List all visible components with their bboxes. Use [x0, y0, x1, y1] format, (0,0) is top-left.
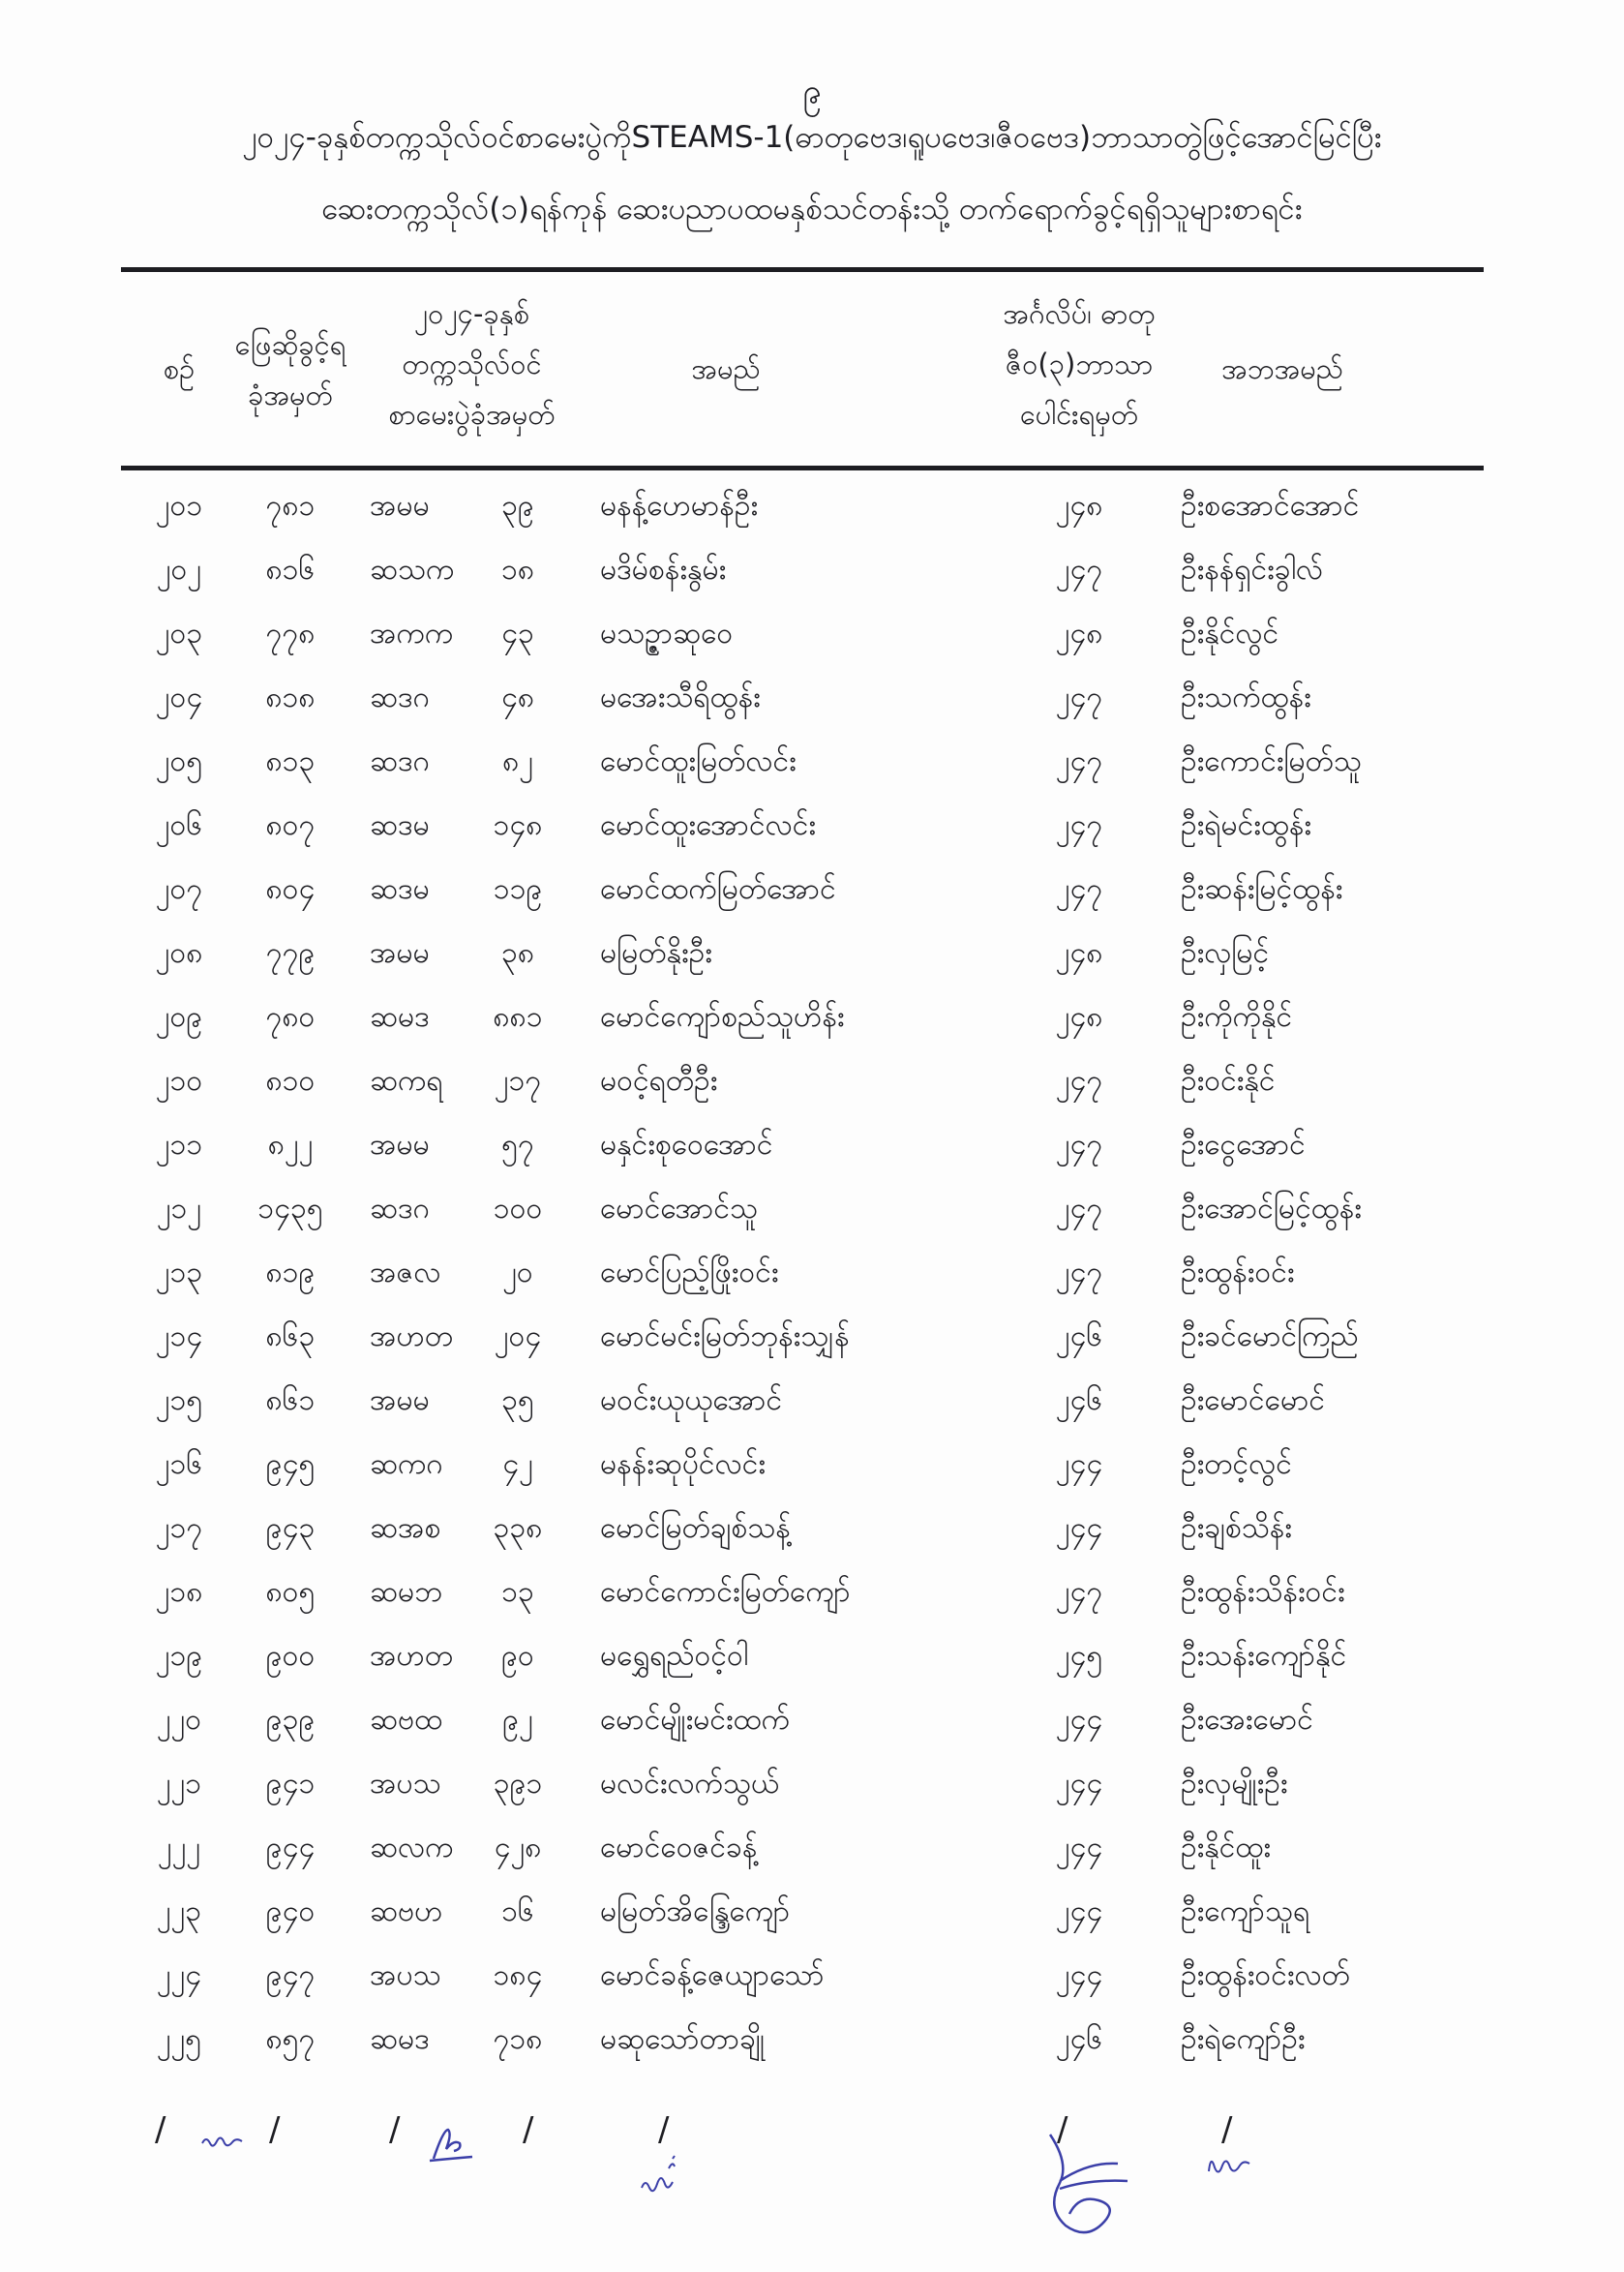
cell-father-name: ဦးခင်မောင်ကြည် — [1181, 1319, 1359, 1353]
cell-exam-code: အပသ — [370, 1958, 441, 1992]
cell-serial: ၂၀၉ — [155, 1000, 203, 1034]
cell-name: မောင်ထက်မြတ်အောင် — [600, 872, 836, 906]
cell-roll: ၈၂၂ — [267, 1128, 314, 1162]
cell-father-name: ဦးငွေအောင် — [1181, 1128, 1306, 1162]
cell-roll: ၈၆၁ — [265, 1383, 316, 1417]
cell-exam-number: ၉၂ — [502, 1703, 533, 1737]
cell-roll: ၇၇၈ — [265, 617, 316, 651]
cell-name: မရွှေရည်ဝင့်ဝါ — [600, 1639, 748, 1673]
cell-exam-number: ၈၂ — [502, 744, 533, 778]
cell-marks: ၂၄၄ — [1055, 1958, 1103, 1992]
table-top-rule — [121, 267, 1484, 272]
cell-roll: ၉၄၁ — [265, 1767, 316, 1801]
table-row — [0, 1752, 1624, 1816]
cell-name: မဝင်းယုယုအောင် — [600, 1383, 783, 1417]
cell-serial: ၂၁၉ — [155, 1639, 203, 1673]
cell-exam-code: ဆအစ — [370, 1511, 441, 1545]
cell-marks: ၂၄၄ — [1055, 1703, 1103, 1737]
tick-mark: / — [269, 2110, 281, 2149]
cell-roll: ၈၀၅ — [265, 1575, 316, 1609]
cell-serial: ၂၀၁ — [155, 489, 203, 523]
cell-marks: ၂၄၇ — [1055, 1128, 1103, 1162]
cell-serial: ၂၁၁ — [155, 1128, 203, 1162]
cell-name: မမြတ်အိန္ဒြေကျော် — [600, 1894, 791, 1928]
cell-name: မောင်မြတ်ချစ်သန့် — [600, 1511, 791, 1545]
cell-roll: ၉၄၀ — [265, 1894, 316, 1928]
cell-roll: ၇၈၀ — [265, 1000, 316, 1034]
cell-father-name: ဦးစအောင်အောင် — [1181, 489, 1360, 523]
cell-marks: ၂၄၄ — [1055, 1511, 1103, 1545]
cell-serial: ၂၁၆ — [155, 1447, 203, 1481]
cell-exam-code: ဆဒဂ — [370, 1192, 430, 1226]
cell-exam-code: အဇလ — [370, 1256, 441, 1289]
cell-marks: ၂၄၆ — [1055, 1383, 1103, 1417]
cell-exam-code: ဆမဒ — [370, 2022, 430, 2056]
cell-exam-number: ၁၁၉ — [493, 872, 543, 906]
header-serial: စဉ် — [163, 352, 195, 385]
cell-exam-code: အမမ — [370, 1128, 430, 1162]
table-row — [0, 1049, 1624, 1113]
cell-father-name: ဦးနိုင်ထူး — [1181, 1831, 1272, 1864]
signature-initial-4 — [1205, 2144, 1263, 2183]
cell-name: မနှင်းစုဝေအောင် — [600, 1128, 773, 1162]
cell-serial: ၂၁၇ — [155, 1511, 203, 1545]
cell-father-name: ဦးကျော်သူရ — [1181, 1894, 1310, 1928]
cell-roll: ၉၄၃ — [265, 1511, 316, 1545]
cell-father-name: ဦးချစ်သိန်း — [1181, 1511, 1292, 1545]
cell-marks: ၂၄၇ — [1055, 1192, 1103, 1226]
cell-father-name: ဦးမောင်မောင် — [1181, 1383, 1326, 1417]
cell-father-name: ဦးနိုင်လွင် — [1181, 617, 1279, 651]
table-row — [0, 2008, 1624, 2072]
cell-exam-number: ၂၀၄ — [494, 1319, 542, 1353]
cell-exam-number: ၃၈ — [500, 936, 534, 970]
cell-exam-number: ၃၉ — [501, 489, 534, 523]
cell-father-name: ဦးရဲကျော်ဦး — [1181, 2022, 1306, 2056]
table-row — [0, 730, 1624, 794]
title-line-1: ၂၀၂၄-ခုနှစ်တက္ကသိုလ်ဝင်စာမေးပွဲကိုSTEAMS-1(ဓာတုဗေဒ၊ရူပဗေဒ၊ဇီဝဗေဒ)ဘာသာတွဲဖြင့်အောင်မြင်ပြီး — [242, 120, 1382, 155]
cell-name: မသဉ္ဇာဆုဝေ — [600, 617, 734, 651]
cell-roll: ၇၇၉ — [265, 936, 316, 970]
cell-name: မအေးသီရိထွန်း — [600, 681, 761, 714]
table-row — [0, 1624, 1624, 1688]
header-father-name: အဘအမည် — [1221, 352, 1343, 385]
cell-father-name: ဦးနန်ရှင်းခွါလ် — [1181, 553, 1323, 587]
cell-serial: ၂၀၇ — [155, 872, 203, 906]
cell-father-name: ဦးလှမျိုးဦး — [1181, 1767, 1288, 1801]
header-name: အမည် — [691, 352, 761, 385]
cell-exam-number: ၁၀၀ — [493, 1192, 543, 1226]
cell-exam-code: ဆဗထ — [370, 1703, 443, 1737]
cell-marks: ၂၄၇ — [1055, 553, 1103, 587]
cell-father-name: ဦးထွန်းဝင်း — [1181, 1256, 1295, 1289]
cell-name: မောင်ထူးမြတ်လင်း — [600, 744, 797, 778]
cell-exam-code: ဆကရ — [370, 1064, 443, 1098]
cell-name: မနန်းဆုပိုင်လင်း — [600, 1447, 766, 1481]
cell-exam-number: ၃၅ — [501, 1383, 534, 1417]
cell-exam-code: ဆကဂ — [370, 1447, 443, 1481]
cell-serial: ၂၀၃ — [155, 617, 203, 651]
cell-father-name: ဦးဝင်းနိုင် — [1181, 1064, 1276, 1098]
cell-serial: ၂၁၂ — [156, 1192, 202, 1226]
table-row — [0, 858, 1624, 922]
cell-serial: ၂၀၅ — [155, 744, 203, 778]
table-row — [0, 1369, 1624, 1433]
cell-marks: ၂၄၈ — [1055, 489, 1103, 523]
signature-initial-2 — [424, 2120, 482, 2168]
cell-exam-number: ၄၂၈ — [494, 1831, 542, 1864]
cell-exam-number: ၁၆ — [501, 1894, 534, 1928]
cell-roll: ၉၄၇ — [265, 1958, 316, 1992]
cell-roll: ၉၄၄ — [265, 1831, 316, 1864]
cell-name: မဒိမ်စန်းနွမ်း — [600, 553, 727, 587]
cell-marks: ၂၄၇ — [1055, 1064, 1103, 1098]
cell-marks: ၂၄၄ — [1055, 1447, 1103, 1481]
cell-exam-number: ၄၂ — [502, 1447, 533, 1481]
cell-marks: ၂၄၄ — [1055, 1831, 1103, 1864]
cell-name: မဝင့်ရတီဦး — [600, 1064, 718, 1098]
cell-roll: ၈၁၉ — [265, 1256, 316, 1289]
cell-marks: ၂၄၆ — [1055, 2022, 1103, 2056]
cell-roll: ၉၄၅ — [265, 1447, 316, 1481]
cell-exam-code: အဟတ — [370, 1319, 454, 1353]
cell-serial: ၂၂၄ — [156, 1958, 202, 1992]
cell-exam-code: အကက — [370, 617, 454, 651]
cell-marks: ၂၄၈ — [1055, 617, 1103, 651]
cell-father-name: ဦးကိုကိုနိုင် — [1181, 1000, 1293, 1034]
cell-exam-number: ၁၈၄ — [493, 1958, 543, 1992]
cell-father-name: ဦးအောင်မြင့်ထွန်း — [1181, 1192, 1362, 1226]
tick-mark: / — [1057, 2110, 1068, 2149]
cell-serial: ၂၁၅ — [155, 1383, 203, 1417]
cell-roll: ၁၄၃၅ — [257, 1192, 323, 1226]
cell-exam-code: ဆသက — [370, 553, 455, 587]
cell-exam-code: အမမ — [370, 936, 430, 970]
tick-mark: / — [658, 2110, 670, 2149]
cell-name: မောင်အောင်သူ — [600, 1192, 759, 1226]
cell-exam-code: ဆဒဂ — [370, 681, 430, 714]
cell-roll: ၈၆၃ — [265, 1319, 316, 1353]
cell-name: မောင်ပြည့်ဖြိုးဝင်း — [600, 1256, 779, 1289]
tick-mark: / — [523, 2110, 534, 2149]
cell-serial: ၂၀၆ — [155, 808, 203, 842]
cell-father-name: ဦးထွန်းဝင်းလတ် — [1181, 1958, 1350, 1992]
page-number: ၉ — [802, 73, 822, 111]
tick-mark: / — [1221, 2110, 1233, 2149]
cell-exam-code: ဆဗဟ — [370, 1894, 443, 1928]
cell-marks: ၂၄၇ — [1055, 808, 1103, 842]
table-row — [0, 1113, 1624, 1177]
cell-roll: ၇၈၁ — [265, 489, 316, 523]
cell-serial: ၂၂၀ — [156, 1703, 202, 1737]
cell-marks: ၂၄၈ — [1055, 936, 1103, 970]
cell-father-name: ဦးသန်းကျော်နိုင် — [1181, 1639, 1347, 1673]
cell-exam-number: ၂၁၇ — [494, 1064, 542, 1098]
tick-mark: / — [389, 2110, 401, 2149]
table-row — [0, 985, 1624, 1049]
table-row — [0, 1688, 1624, 1752]
table-row — [0, 1305, 1624, 1369]
cell-father-name: ဦးလှမြင့် — [1181, 936, 1270, 970]
table-row — [0, 1177, 1624, 1241]
cell-name: မောင်ကောင်းမြတ်ကျော် — [600, 1575, 851, 1609]
cell-exam-number: ၅၇ — [501, 1128, 534, 1162]
cell-exam-code: ဆဒမ — [370, 872, 430, 906]
signature-initial-3 — [634, 2139, 692, 2207]
table-row — [0, 1944, 1624, 2008]
cell-father-name: ဦးတင့်လွင် — [1181, 1447, 1292, 1481]
cell-father-name: ဦးအေးမောင် — [1181, 1703, 1313, 1737]
cell-roll: ၈၀၇ — [265, 808, 316, 842]
table-row — [0, 922, 1624, 985]
cell-serial: ၂၂၃ — [156, 1894, 202, 1928]
cell-father-name: ဦးသက်ထွန်း — [1181, 681, 1311, 714]
table-row — [0, 538, 1624, 602]
cell-serial: ၂၀၂ — [156, 553, 202, 587]
cell-name: မောင်မျိုးမင်းထက် — [600, 1703, 790, 1737]
cell-exam-number: ၄၈ — [500, 681, 534, 714]
cell-exam-code: ဆမဒ — [370, 1000, 430, 1034]
cell-exam-number: ၄၃ — [501, 617, 534, 651]
title-line-2: ဆေးတက္ကသိုလ်(၁)ရန်ကုန် ဆေးပညာပထမနှစ်သင်တန်းသို့ တက်ရောက်ခွင့်ရရှိသူများစာရင်း — [321, 192, 1303, 227]
cell-exam-number: ၁၄၈ — [493, 808, 543, 842]
cell-marks: ၂၄၆ — [1055, 1319, 1103, 1353]
cell-exam-code: ဆမဘ — [370, 1575, 443, 1609]
table-row — [0, 1433, 1624, 1497]
header-bottom-rule — [121, 466, 1484, 470]
cell-serial: ၂၂၁ — [156, 1767, 202, 1801]
cell-serial: ၂၁၃ — [155, 1256, 203, 1289]
cell-serial: ၂၂၂ — [157, 1831, 201, 1864]
cell-name: မလင်းလက်သွယ် — [600, 1767, 780, 1801]
table-row — [0, 1241, 1624, 1305]
signature-initial-1 — [198, 2120, 256, 2159]
cell-marks: ၂၄၇ — [1055, 872, 1103, 906]
cell-exam-code: ဆလက — [370, 1831, 454, 1864]
cell-exam-code: အမမ — [370, 1383, 430, 1417]
cell-exam-number: ၈၈၁ — [493, 1000, 543, 1034]
cell-name: မောင်ထူးအောင်လင်း — [600, 808, 817, 842]
cell-name: မောင်ဝေဇင်ခန့် — [600, 1831, 758, 1864]
cell-serial: ၂၁၄ — [155, 1319, 203, 1353]
cell-marks: ၂၄၇ — [1055, 1256, 1103, 1289]
table-row — [0, 1816, 1624, 1880]
cell-exam-code: အမမ — [370, 489, 430, 523]
cell-exam-number: ၁၈ — [500, 553, 534, 587]
cell-name: မဆုသော်တာချို — [600, 2022, 766, 2056]
signature-scrawl — [1031, 2125, 1147, 2251]
cell-serial: ၂၂၅ — [156, 2022, 202, 2056]
cell-father-name: ဦးကောင်းမြတ်သူ — [1181, 744, 1362, 778]
cell-father-name: ဦးရဲမင်းထွန်း — [1181, 808, 1312, 842]
cell-name: မောင်မင်းမြတ်ဘုန်းသျှန် — [600, 1319, 850, 1353]
cell-marks: ၂၄၇ — [1055, 1575, 1103, 1609]
cell-exam-number: ၁၃ — [501, 1575, 534, 1609]
cell-name: မောင်ခန့်ဇေယျာသော် — [600, 1958, 825, 1992]
cell-roll: ၈၁၃ — [265, 744, 316, 778]
table-row — [0, 794, 1624, 858]
cell-roll: ၈၁၈ — [265, 681, 316, 714]
cell-roll: ၉၀၀ — [265, 1639, 316, 1673]
cell-marks: ၂၄၅ — [1055, 1639, 1103, 1673]
cell-exam-code: ဆဒမ — [370, 808, 430, 842]
cell-exam-number: ၇၁၈ — [493, 2022, 543, 2056]
cell-roll: ၈၅၇ — [265, 2022, 316, 2056]
cell-roll: ၈၁၆ — [265, 553, 316, 587]
cell-roll: ၈၀၄ — [265, 872, 316, 906]
cell-exam-code: ဆဒဂ — [370, 744, 430, 778]
tick-mark: / — [155, 2110, 166, 2149]
cell-marks: ၂၄၇ — [1055, 681, 1103, 714]
cell-exam-number: ၂၀ — [502, 1256, 533, 1289]
cell-exam-number: ၃၃၈ — [493, 1511, 543, 1545]
cell-name: မနန့်ဟေမာန်ဦး — [600, 489, 759, 523]
header-exam-roll: ၂၀၂၄-ခုနှစ် တက္ကသိုလ်ဝင် စာမေးပွဲခုံအမှတ် — [388, 297, 556, 431]
cell-marks: ၂၄၄ — [1055, 1767, 1103, 1801]
cell-marks: ၂၄၄ — [1055, 1894, 1103, 1928]
cell-roll: ၈၁၀ — [265, 1064, 316, 1098]
header-marks: အင်္ဂလိပ်၊ ဓာတု ဇီဝ(၃)ဘာသာ ပေါင်းရမှတ် — [1003, 297, 1156, 431]
table-row — [0, 474, 1624, 538]
cell-marks: ၂၄၈ — [1055, 1000, 1103, 1034]
table-row — [0, 1560, 1624, 1624]
cell-exam-number: ၃၉၁ — [493, 1767, 543, 1801]
cell-exam-code: အပသ — [370, 1767, 441, 1801]
cell-exam-code: အဟတ — [370, 1639, 454, 1673]
table-row — [0, 1497, 1624, 1560]
cell-serial: ၂၁၀ — [155, 1064, 203, 1098]
cell-name: မောင်ကျော်စည်သူဟိန်း — [600, 1000, 845, 1034]
cell-father-name: ဦးဆန်းမြင့်ထွန်း — [1181, 872, 1343, 906]
header-roll: ဖြေဆိုခွင့်ရ ခုံအမှတ် — [234, 328, 346, 411]
cell-father-name: ဦးထွန်းသိန်းဝင်း — [1181, 1575, 1345, 1609]
cell-roll: ၉၃၉ — [265, 1703, 316, 1737]
cell-serial: ၂၀၈ — [155, 936, 203, 970]
cell-serial: ၂၁၈ — [155, 1575, 203, 1609]
cell-exam-number: ၉၀ — [501, 1639, 534, 1673]
cell-name: မမြတ်နိုးဦး — [600, 936, 712, 970]
cell-serial: ၂၀၄ — [155, 681, 203, 714]
table-row — [0, 602, 1624, 666]
cell-marks: ၂၄၇ — [1055, 744, 1103, 778]
table-row — [0, 666, 1624, 730]
table-row — [0, 1880, 1624, 1944]
